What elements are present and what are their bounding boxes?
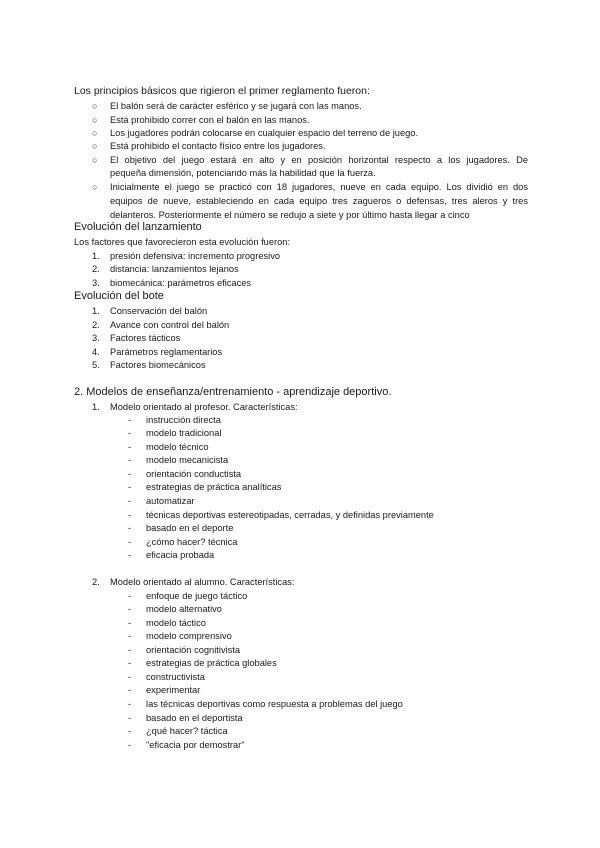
- dash-marker: -: [128, 672, 132, 682]
- dash-marker: -: [128, 631, 132, 641]
- model-title-alumno: Modelo orientado al alumno. Características:: [110, 577, 295, 587]
- dash-marker: -: [128, 699, 132, 709]
- list-item: ¿qué hacer? táctica: [146, 726, 228, 736]
- dash-marker: -: [128, 645, 132, 655]
- dash-marker: -: [128, 523, 132, 533]
- list-item: experimentar: [146, 685, 201, 695]
- list-item-line: El objetivo del juego estará en alto y en posición horizontal respecto a los jugadores. De: [110, 155, 528, 165]
- list-item: orientación cognitivista: [146, 645, 241, 655]
- list-item: basado en el deporte: [146, 523, 234, 533]
- bullet-marker: ○: [92, 141, 98, 151]
- dash-marker: -: [128, 713, 132, 723]
- list-item: las técnicas deportivas como respuesta a problemas del juego: [146, 699, 403, 709]
- dash-marker: -: [128, 482, 132, 492]
- section-subtitle: Los factores que favorecieron esta evolución fueron:: [74, 237, 291, 247]
- dash-marker: -: [128, 618, 132, 628]
- item-number: 1.: [92, 306, 100, 316]
- list-item: Está prohibido correr con el balón en las manos.: [110, 115, 310, 125]
- list-item: modelo tradicional: [146, 428, 222, 438]
- item-number: 2.: [92, 264, 100, 274]
- list-item: orientación conductista: [146, 469, 242, 479]
- bullet-marker: ○: [92, 182, 98, 192]
- list-item: automatizar: [146, 496, 195, 506]
- list-item: técnicas deportivas estereotipadas, cerradas, y definidas previamente: [146, 510, 434, 520]
- list-item: modelo alternativo: [146, 604, 222, 614]
- bullet-marker: ○: [92, 101, 98, 111]
- list-item: "eficacia por demostrar": [146, 740, 245, 750]
- model-title-profesor: Modelo orientado al profesor. Características:: [110, 402, 298, 412]
- item-number: 3.: [92, 278, 100, 288]
- list-item: Factores biomecánicos: [110, 360, 206, 370]
- bullet-marker: ○: [92, 128, 98, 138]
- list-item: modelo mecanicista: [146, 455, 229, 465]
- item-number: 2.: [92, 577, 100, 587]
- list-item: instrucción directa: [146, 415, 221, 425]
- dash-marker: -: [128, 469, 132, 479]
- list-item: enfoque de juego táctico: [146, 591, 248, 601]
- item-number: 1.: [92, 402, 100, 412]
- dash-marker: -: [128, 442, 132, 452]
- section-title-bote: Evolución del bote: [74, 290, 164, 302]
- list-item: Está prohibido el contacto físico entre los jugadores.: [110, 141, 326, 151]
- dash-marker: -: [128, 510, 132, 520]
- list-item: ¿cómo hacer? técnica: [146, 537, 238, 547]
- item-number: 1.: [92, 251, 100, 261]
- list-item: modelo comprensivo: [146, 631, 232, 641]
- list-item: biomecánica: parámetros eficaces: [110, 278, 252, 288]
- list-item: constructivista: [146, 672, 205, 682]
- list-item: estrategias de práctica globales: [146, 658, 277, 668]
- dash-marker: -: [128, 658, 132, 668]
- item-number: 2.: [92, 320, 100, 330]
- list-item-line: pequeña dimensión, potenciando más la habilidad que la fuerza.: [110, 168, 376, 178]
- list-item: basado en el deportista: [146, 713, 243, 723]
- list-item: eficacia probada: [146, 550, 215, 560]
- list-item-line: delanteros. Posteriormente el número se redujo a siete y por último hasta llegar a cinco: [110, 210, 470, 220]
- item-number: 4.: [92, 347, 100, 357]
- list-item: Parámetros reglamentarios: [110, 347, 223, 357]
- dash-marker: -: [128, 591, 132, 601]
- dash-marker: -: [128, 455, 132, 465]
- list-item: El balón será de carácter esférico y se jugará con las manos.: [110, 101, 362, 111]
- list-item: modelo técnico: [146, 442, 209, 452]
- bullet-marker: ○: [92, 115, 98, 125]
- dash-marker: -: [128, 550, 132, 560]
- item-number: 5.: [92, 360, 100, 370]
- list-item: distancia: lanzamientos lejanos: [110, 264, 239, 274]
- list-item: Factores tácticos: [110, 333, 181, 343]
- list-item: modelo táctico: [146, 618, 206, 628]
- dash-marker: -: [128, 428, 132, 438]
- dash-marker: -: [128, 685, 132, 695]
- list-item-line: equipos de nueve, estableciendo en cada equipo tres zagueros o defensas, tres aleros y tres: [110, 196, 528, 206]
- dash-marker: -: [128, 537, 132, 547]
- list-item: presión defensiva: incremento progresivo: [110, 251, 281, 261]
- dash-marker: -: [128, 604, 132, 614]
- section-title-lanzamiento: Evolución del lanzamiento: [74, 221, 202, 233]
- dash-marker: -: [128, 415, 132, 425]
- bullet-marker: ○: [92, 155, 98, 165]
- list-item: Conservación del balón: [110, 306, 208, 316]
- dash-marker: -: [128, 496, 132, 506]
- dash-marker: -: [128, 726, 132, 736]
- dash-marker: -: [128, 740, 132, 750]
- list-item: estrategias de práctica analíticas: [146, 482, 282, 492]
- list-item-line: Inicialmente el juego se practicó con 18 jugadores, nueve en cada equipo. Los dividió en dos: [110, 182, 528, 192]
- list-item: Avance con control del balón: [110, 320, 230, 330]
- principles-heading: Los principios básicos que rigieron el primer reglamento fueron:: [74, 85, 370, 97]
- list-item: Los jugadores podrán colocarse en cualquier espacio del terreno de juego.: [110, 128, 419, 138]
- item-number: 3.: [92, 333, 100, 343]
- section-title-modelos: 2. Modelos de enseñanza/entrenamiento - aprendizaje deportivo.: [74, 386, 392, 398]
